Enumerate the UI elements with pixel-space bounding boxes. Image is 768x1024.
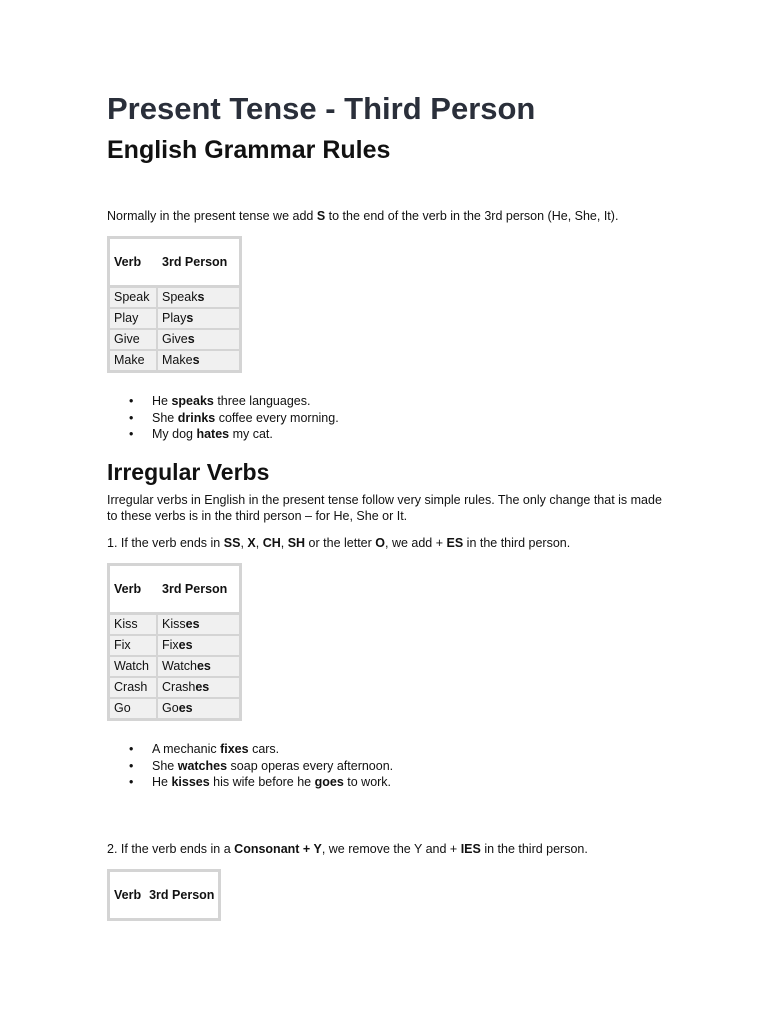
column-header-third-person: 3rd Person	[145, 872, 218, 918]
list-item: • My dog hates my cat.	[129, 427, 273, 441]
column-header-third-person: 3rd Person	[158, 239, 239, 288]
list-item: • He speaks three languages.	[129, 394, 311, 408]
page-subtitle: English Grammar Rules	[107, 136, 391, 164]
bullet-icon: •	[129, 410, 134, 425]
list-item: • She watches soap operas every afternoon.	[129, 758, 394, 773]
column-header-verb: Verb	[110, 239, 158, 288]
column-header-verb: Verb	[110, 566, 158, 615]
table-row: Give Gives	[110, 330, 239, 351]
list-item: • He kisses his wife before he goes to work.	[129, 775, 392, 789]
column-header-third-person: 3rd Person	[158, 566, 239, 615]
list-item: • A mechanic fixes cars.	[129, 742, 280, 756]
verb-table-regular	[107, 236, 242, 373]
bullet-icon: •	[129, 742, 134, 756]
verb-table-ies	[107, 869, 221, 921]
list-item: • She drinks coffee every morning.	[129, 410, 339, 425]
table-row: Play Plays	[110, 309, 239, 330]
table-row: Kiss Kisses	[110, 615, 239, 636]
rule-one-paragraph: 1. If the verb ends in SS, X, CH, SH or the letter O, we add + ES in the third person.	[107, 536, 571, 550]
example-list-regular	[107, 393, 339, 443]
irregular-description: Irregular verbs in English in the present tense follow very simple rules. The only change that is made to these verbs is in the third person – for He, She or It.	[107, 493, 662, 523]
table-row: Fix Fixes	[110, 636, 239, 657]
table-row: Make Makes	[110, 351, 239, 370]
table-row: Crash Crashes	[110, 678, 239, 699]
bullet-icon: •	[129, 427, 134, 441]
verb-table-es	[107, 563, 242, 721]
table-row: Go Goes	[110, 699, 239, 718]
page-title: Present Tense - Third Person	[107, 91, 536, 126]
section-heading-irregular: Irregular Verbs	[107, 459, 270, 485]
example-list-es	[107, 741, 393, 791]
intro-paragraph: Normally in the present tense we add S to the end of the verb in the 3rd person (He, She, It).	[107, 209, 619, 223]
rule-two-paragraph: 2. If the verb ends in a Consonant + Y, we remove the Y and + IES in the third person.	[107, 842, 588, 856]
column-header-verb: Verb	[110, 872, 145, 918]
bullet-icon: •	[129, 394, 134, 408]
table-row: Watch Watches	[110, 657, 239, 678]
bullet-icon: •	[129, 758, 134, 773]
bullet-icon: •	[129, 775, 134, 789]
table-row: Speak Speaks	[110, 288, 239, 309]
